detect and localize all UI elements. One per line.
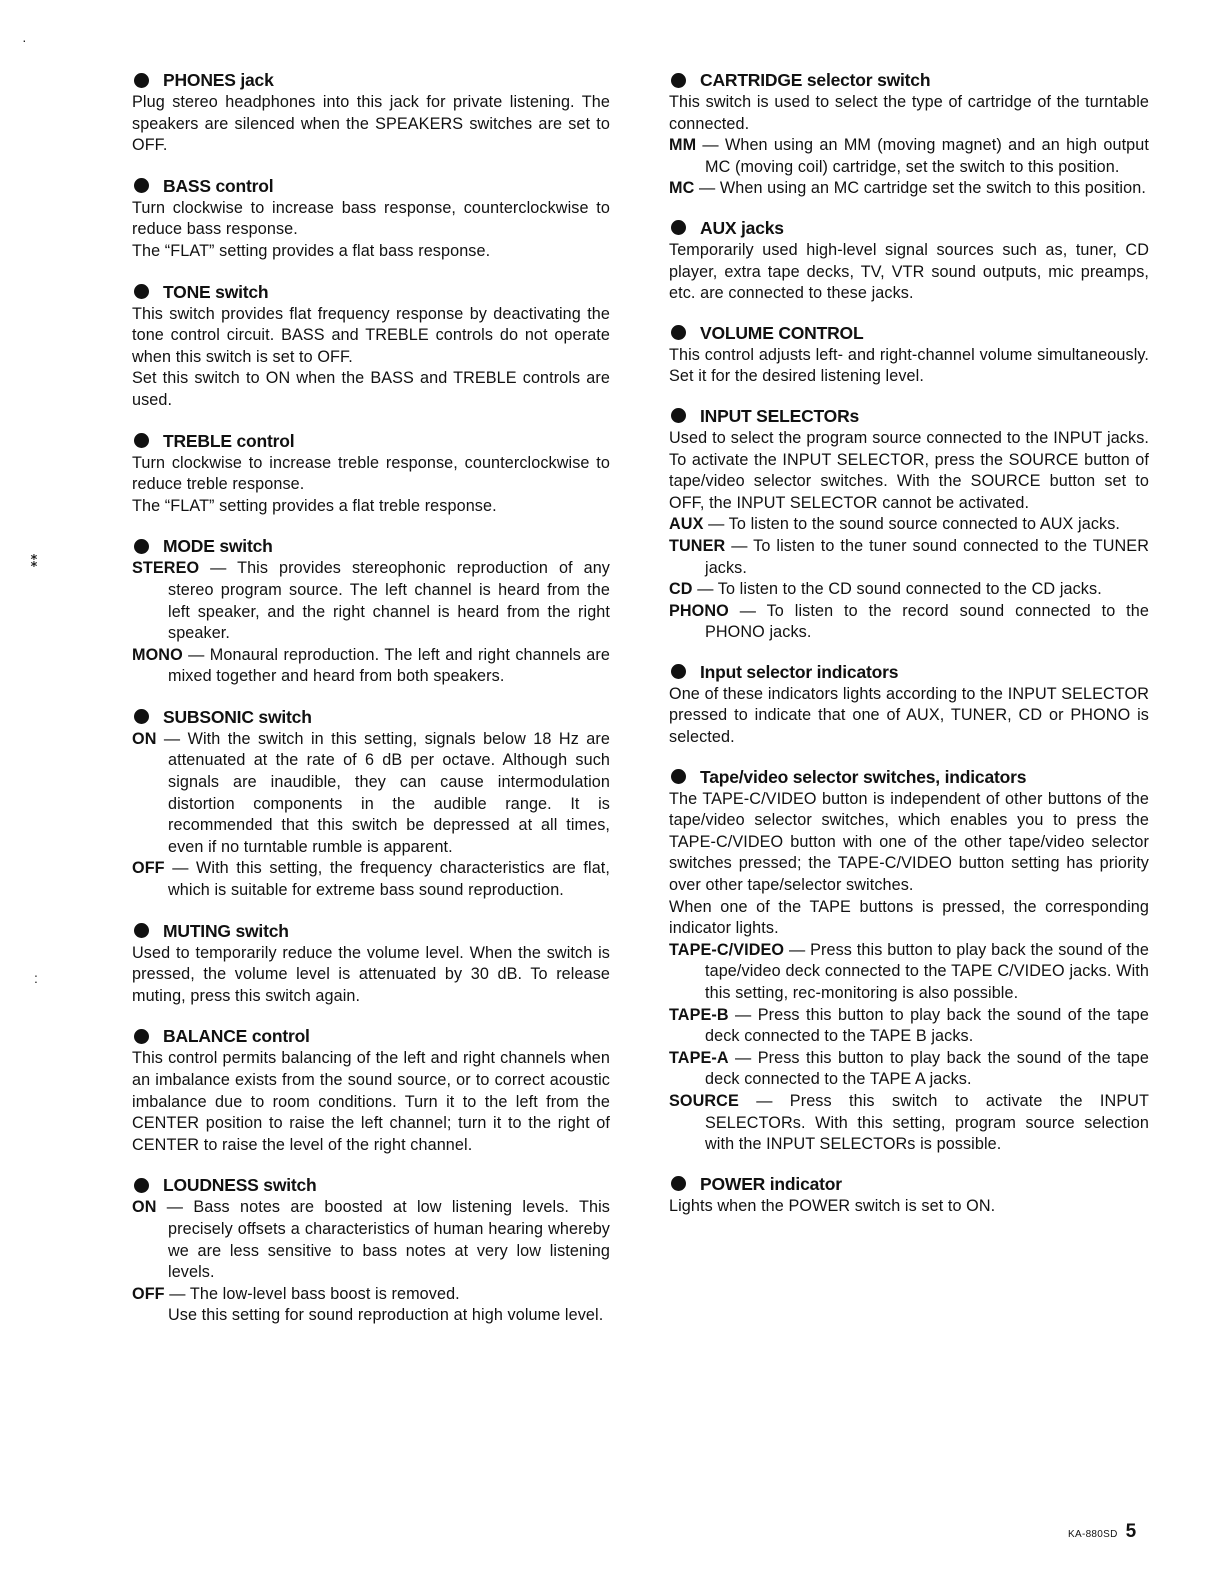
section-cartridge-selector <box>669 68 1149 200</box>
section-heading: POWER indicator <box>700 1173 842 1194</box>
section-heading: LOUDNESS switch <box>163 1175 317 1196</box>
definition-text: — With the switch in this setting, signals below 18 Hz are attenuated at the rate of 6 dB per octave. Although such signals are inaudible, they can cause intermodulation distortion components in the audible range. It is recommended that this switch be depressed at all times, even if no turntable rumble is apparent. <box>156 729 610 856</box>
definition-item <box>669 514 1149 536</box>
definition-text: — To listen to the sound source connected to AUX jacks. <box>703 515 1120 534</box>
section-tape-video-selectors <box>669 765 1149 1156</box>
section-loudness-switch <box>132 1173 610 1327</box>
section-heading: Input selector indicators <box>700 661 899 682</box>
number-bullet-icon <box>134 709 149 724</box>
definition-item <box>669 1005 1149 1048</box>
section-treble-control <box>132 429 610 518</box>
number-bullet-icon <box>671 408 686 423</box>
definition-item <box>669 536 1149 579</box>
section-paragraph: This switch is used to select the type of cartridge of the turntable connected. <box>669 93 1149 133</box>
section-heading: AUX jacks <box>700 217 784 238</box>
hole-punch-mark: ⁑ <box>30 554 39 571</box>
section-paragraph: Lights when the POWER switch is set to ON. <box>669 1196 996 1215</box>
definition-continuation: Use this setting for sound reproduction at high volume level. <box>168 1306 604 1325</box>
model-number: KA-880SD <box>1068 1529 1118 1540</box>
definition-item <box>669 601 1149 644</box>
definition-item <box>132 1284 610 1306</box>
definition-text: — Press this button to play back the sound of the tape deck connected to the TAPE A jacks. <box>705 1048 1149 1089</box>
section-heading: TREBLE control <box>163 430 295 451</box>
definition-text: — To listen to the tuner sound connected to the TUNER jacks. <box>705 536 1149 577</box>
number-bullet-icon <box>671 73 686 88</box>
definition-term: MM <box>669 136 697 155</box>
section-heading: MUTING switch <box>163 920 289 941</box>
definition-text: — With this setting, the frequency characteristics are flat, which is suitable for extreme bass sound reproduction. <box>164 859 610 900</box>
right-column <box>669 68 1149 1233</box>
section-paragraph: Used to temporarily reduce the volume level. When the switch is pressed, the volume level is attenuated by 30 dB. To release muting, press this switch again. <box>132 943 610 1005</box>
definition-item <box>132 729 610 859</box>
section-heading: PHONES jack <box>163 70 274 90</box>
section-heading: TONE switch <box>163 281 269 302</box>
section-paragraph: When one of the TAPE buttons is pressed, the corresponding indicator lights. <box>669 897 1149 938</box>
definition-term: TAPE-C/VIDEO <box>669 940 785 959</box>
section-heading: VOLUME CONTROL <box>700 322 864 343</box>
definition-term: PHONO <box>669 601 729 620</box>
number-bullet-icon <box>134 73 149 88</box>
number-bullet-icon <box>134 284 149 299</box>
section-subsonic-switch <box>132 705 610 902</box>
definition-term: MONO <box>132 645 183 664</box>
section-aux-jacks <box>669 216 1149 305</box>
definition-text: — When using an MM (moving magnet) and an high output MC (moving coil) cartridge, set the switch to this position. <box>696 136 1149 176</box>
number-bullet-icon <box>671 325 686 340</box>
section-input-selector-indicators <box>669 660 1149 749</box>
number-bullet-icon <box>134 1029 149 1044</box>
number-bullet-icon <box>671 769 686 784</box>
section-power-indicator <box>669 1172 1149 1218</box>
section-heading: BASS control <box>163 175 274 196</box>
page-number: 5 <box>1125 1521 1137 1542</box>
section-balance-control <box>132 1024 610 1156</box>
number-bullet-icon <box>134 1178 149 1193</box>
definition-item <box>132 1197 610 1283</box>
definition-item <box>132 858 610 901</box>
section-muting-switch <box>132 919 610 1008</box>
definition-term: TAPE-A <box>669 1048 729 1067</box>
definition-item <box>669 940 1149 1005</box>
definition-item <box>669 135 1149 178</box>
section-heading: SUBSONIC switch <box>163 706 312 727</box>
section-input-selectors <box>669 404 1149 644</box>
section-paragraph: Turn clockwise to increase treble response, counterclockwise to reduce treble response. <box>132 453 610 494</box>
definition-term: SOURCE <box>669 1091 739 1110</box>
definition-term: ON <box>132 729 157 748</box>
section-volume-control <box>669 321 1149 388</box>
section-heading: INPUT SELECTORs <box>700 405 860 426</box>
definition-text: — This provides stereophonic reproduction of any stereo program source. The left channel is heard from the left speaker, and the right channel is heard from the right speaker. <box>168 559 610 643</box>
section-paragraph: Temporarily used high-level signal sources such as, tuner, CD player, extra tape decks, TV, VTR sound outputs, mic preamps, etc. are connected to these jacks. <box>669 240 1149 303</box>
section-paragraph: Plug stereo headphones into this jack for private listening. The speakers are silenced when the SPEAKERS switches are set to OFF. <box>132 93 610 155</box>
definition-term: TUNER <box>669 536 726 555</box>
section-paragraph: This control permits balancing of the left and right channels when an imbalance exists from the sound source, or to correct acoustic imbalance due to room conditions. Turn it to the left from the CENTER position to raise the left channel; turn it to the right of CENTER to raise the level of the right channel. <box>132 1049 610 1154</box>
section-paragraph: The “FLAT” setting provides a flat bass response. <box>132 241 491 260</box>
definition-item <box>132 645 610 688</box>
definition-text: — Press this button to play back the sound of the tape/video deck connected to the TAPE C/VIDEO jacks. With this setting, rec-monitoring is also possible. <box>705 940 1149 1002</box>
definition-item <box>669 178 1149 200</box>
section-mode-switch <box>132 534 610 688</box>
definition-text: — Press this button to play back the sound of the tape deck connected to the TAPE B jacks. <box>705 1005 1149 1046</box>
number-bullet-icon <box>671 1176 686 1191</box>
definition-item <box>132 558 610 644</box>
definition-item <box>669 579 1149 601</box>
definition-term: OFF <box>132 1284 165 1303</box>
definition-term: TAPE-B <box>669 1005 729 1024</box>
scan-dot-mark: · <box>22 32 27 48</box>
number-bullet-icon <box>134 178 149 193</box>
definition-item <box>669 1091 1149 1156</box>
number-bullet-icon <box>671 664 686 679</box>
page-footer <box>1068 1521 1136 1543</box>
definition-text: — To listen to the record sound connected to the PHONO jacks. <box>705 601 1149 642</box>
section-phones-jack <box>132 68 610 157</box>
definition-item <box>669 1048 1149 1091</box>
section-paragraph: Set this switch to ON when the BASS and TREBLE controls are used. <box>132 369 610 409</box>
definition-term: CD <box>669 580 693 599</box>
section-heading: MODE switch <box>163 536 273 557</box>
section-paragraph: This control adjusts left- and right-channel volume simultaneously. Set it for the desired listening level. <box>669 345 1149 386</box>
section-paragraph: Used to select the program source connected to the INPUT jacks. To activate the INPUT SELECTOR, press the SOURCE button of tape/video selector switches. With the SOURCE button set to OFF, the INPUT SELECTOR cannot be activated. <box>669 428 1149 512</box>
number-bullet-icon <box>134 923 149 938</box>
definition-text: — Monaural reproduction. The left and right channels are mixed together and heard from both speakers. <box>168 645 610 686</box>
left-column <box>132 68 610 1344</box>
definition-term: STEREO <box>132 559 200 578</box>
definition-term: OFF <box>132 859 165 878</box>
definition-term: ON <box>132 1198 157 1217</box>
section-heading: Tape/video selector switches, indicators <box>700 766 1027 787</box>
section-tone-switch <box>132 280 610 412</box>
section-paragraph: This switch provides flat frequency response by deactivating the tone control circuit. BASS and TREBLE controls do not operate when this switch is set to OFF. <box>132 304 610 366</box>
scan-dot-mark: : <box>34 970 38 986</box>
definition-term: AUX <box>669 515 704 534</box>
section-paragraph: The TAPE-C/VIDEO button is independent of other buttons of the tape/video selector switches, which enables you to press the TAPE-C/VIDEO button with one of the other tape/video selector switches pressed; the TAPE-C/VIDEO button setting has priority over other tape/selector switches. <box>669 789 1149 895</box>
definition-text: — When using an MC cartridge set the switch to this position. <box>694 179 1146 198</box>
number-bullet-icon <box>671 220 686 235</box>
section-paragraph: One of these indicators lights according to the INPUT SELECTOR pressed to indicate that one of AUX, TUNER, CD or PHONO is selected. <box>669 684 1149 747</box>
number-bullet-icon <box>134 433 149 448</box>
section-paragraph: The “FLAT” setting provides a flat treble response. <box>132 496 497 515</box>
definition-text: — The low-level bass boost is removed. <box>164 1284 460 1303</box>
section-bass-control <box>132 174 610 263</box>
number-bullet-icon <box>134 539 149 554</box>
definition-term: MC <box>669 179 695 198</box>
definition-text: — To listen to the CD sound connected to the CD jacks. <box>692 580 1102 599</box>
definition-text: — Bass notes are boosted at low listening levels. This precisely offsets a characteristics of human hearing whereby we are less sensitive to bass notes at very low listening levels. <box>156 1198 610 1282</box>
section-heading: CARTRIDGE selector switch <box>700 70 931 90</box>
section-heading: BALANCE control <box>163 1026 310 1047</box>
section-paragraph: Turn clockwise to increase bass response, counterclockwise to reduce bass response. <box>132 198 610 239</box>
definition-text: — Press this switch to activate the INPUT SELECTORs. With this setting, program source selection with the INPUT SELECTORs is possible. <box>705 1091 1149 1154</box>
